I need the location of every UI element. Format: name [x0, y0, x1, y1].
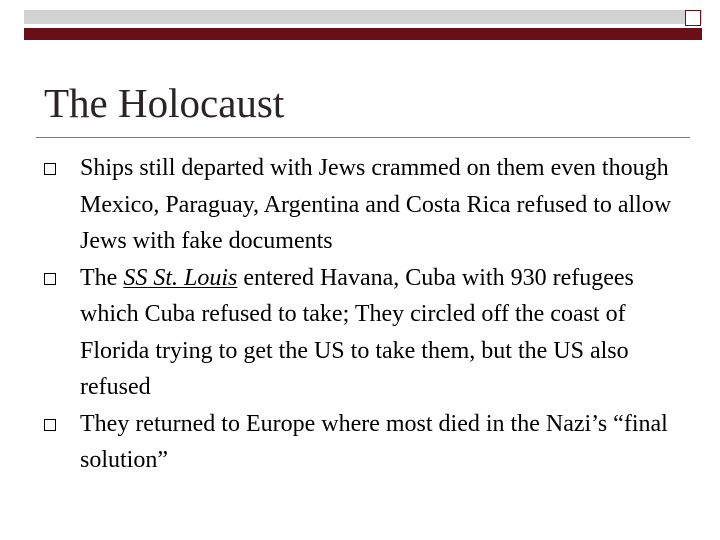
corner-square-ornament — [685, 10, 701, 26]
hollow-square-bullet-icon — [44, 163, 56, 175]
slide-title: The Holocaust — [44, 80, 285, 126]
bullet-list — [44, 150, 684, 479]
bullet-item-returned-to-europe — [44, 406, 684, 479]
bullet-text-prefix: The — [80, 264, 124, 291]
bullet-text: Ships still departed with Jews crammed on them even though Mexico, Paraguay, Argentina and Costa Rica refused to allow Jews with fake documents — [80, 155, 672, 254]
bullet-item-st-louis — [44, 260, 684, 406]
top-decorative-bar — [0, 0, 720, 44]
top-bar-maroon-stripe — [24, 28, 702, 40]
hollow-square-bullet-icon — [44, 273, 56, 285]
bullet-item-ships-departed — [44, 150, 684, 260]
bullet-text: They returned to Europe where most died in the Nazi’s “final solution” — [80, 410, 668, 473]
bullet-text-suffix: entered Havana, Cuba with 930 refugees which Cuba refused to take; They circled off the coast of Florida trying to get the US to take them, but the US also refused — [80, 264, 634, 400]
title-divider — [36, 137, 690, 138]
ship-name: SS St. Louis — [123, 264, 238, 291]
top-bar-gray-stripe — [24, 10, 702, 24]
hollow-square-bullet-icon — [44, 419, 56, 431]
